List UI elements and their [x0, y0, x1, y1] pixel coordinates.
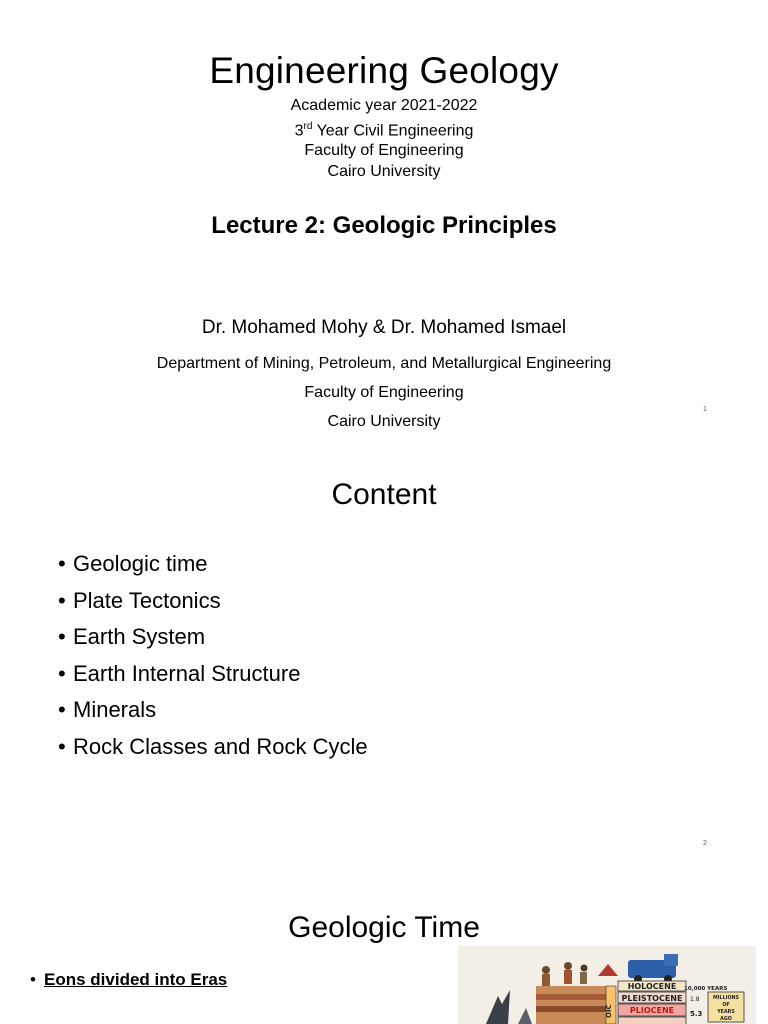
department-faculty: Faculty of Engineering — [304, 384, 464, 401]
epoch-label: HOLOCENE — [627, 982, 677, 991]
epoch-label: PLIOCENE — [629, 1006, 675, 1015]
geologic-column-illustration — [458, 946, 756, 1024]
figure-icon — [542, 966, 550, 974]
figure-icon — [564, 970, 572, 984]
department: Department of Mining, Petroleum, and Metallurgical Engineering — [156, 355, 612, 372]
svg-text:OF: OF — [722, 1003, 730, 1008]
figure-icon — [542, 974, 550, 986]
authors: Dr. Mohamed Mohy & Dr. Mohamed Ismael — [201, 317, 567, 338]
department-university: Cairo University — [327, 413, 441, 430]
university: Cairo University — [327, 162, 441, 180]
list-item: • Rock Classes and Rock Cycle — [58, 733, 368, 759]
geologic-column-drawing — [458, 946, 756, 1024]
era-side-label: OIC — [605, 1004, 613, 1018]
year-ordinal: rd — [303, 120, 313, 132]
eons-bullet: • Eons divided into Eras — [30, 970, 228, 989]
rock-shape — [518, 1008, 532, 1024]
svg-text:YEARS: YEARS — [717, 1010, 735, 1015]
faculty: Faculty of Engineering — [304, 142, 464, 160]
course-title: Engineering Geology — [209, 50, 559, 91]
figure-icon — [581, 965, 588, 972]
course-info — [0, 96, 768, 182]
rock-shape — [486, 990, 510, 1024]
figure-icon — [580, 972, 587, 984]
svg-text:MILLIONS: MILLIONS — [712, 996, 740, 1001]
list-item: • Geologic time — [58, 551, 208, 576]
list-item: • Earth Internal Structure — [58, 660, 301, 686]
list-item: • Minerals — [58, 697, 157, 723]
year-number: 3 — [294, 121, 304, 139]
year-program — [0, 117, 768, 142]
svg-text:AGO: AGO — [720, 1017, 732, 1022]
academic-year: Academic year 2021-2022 — [290, 97, 478, 114]
annotation-1-8: 1.8 — [690, 996, 700, 1003]
rock-layers — [536, 986, 606, 1024]
year-program-text: Year Civil Engineering — [312, 121, 474, 139]
figure-icon — [564, 962, 572, 970]
annotation-5-3: 5.3 — [690, 1010, 703, 1018]
house-icon — [598, 964, 618, 976]
epoch-label: PLEISTOCENE — [621, 994, 683, 1003]
geologic-time-title: Geologic Time — [288, 911, 480, 944]
department-block — [0, 349, 768, 432]
content-title: Content — [331, 478, 437, 511]
page-number: 1 — [703, 406, 707, 413]
list-item: • Earth System — [58, 624, 206, 650]
content-list — [58, 546, 368, 766]
page-number: 2 — [703, 840, 707, 847]
lecture-title: Lecture 2: Geologic Principles — [211, 212, 557, 239]
annotation-10000: 10,000 YEARS — [684, 986, 728, 992]
title-slide — [0, 0, 768, 432]
list-item: • Plate Tectonics — [58, 587, 221, 613]
